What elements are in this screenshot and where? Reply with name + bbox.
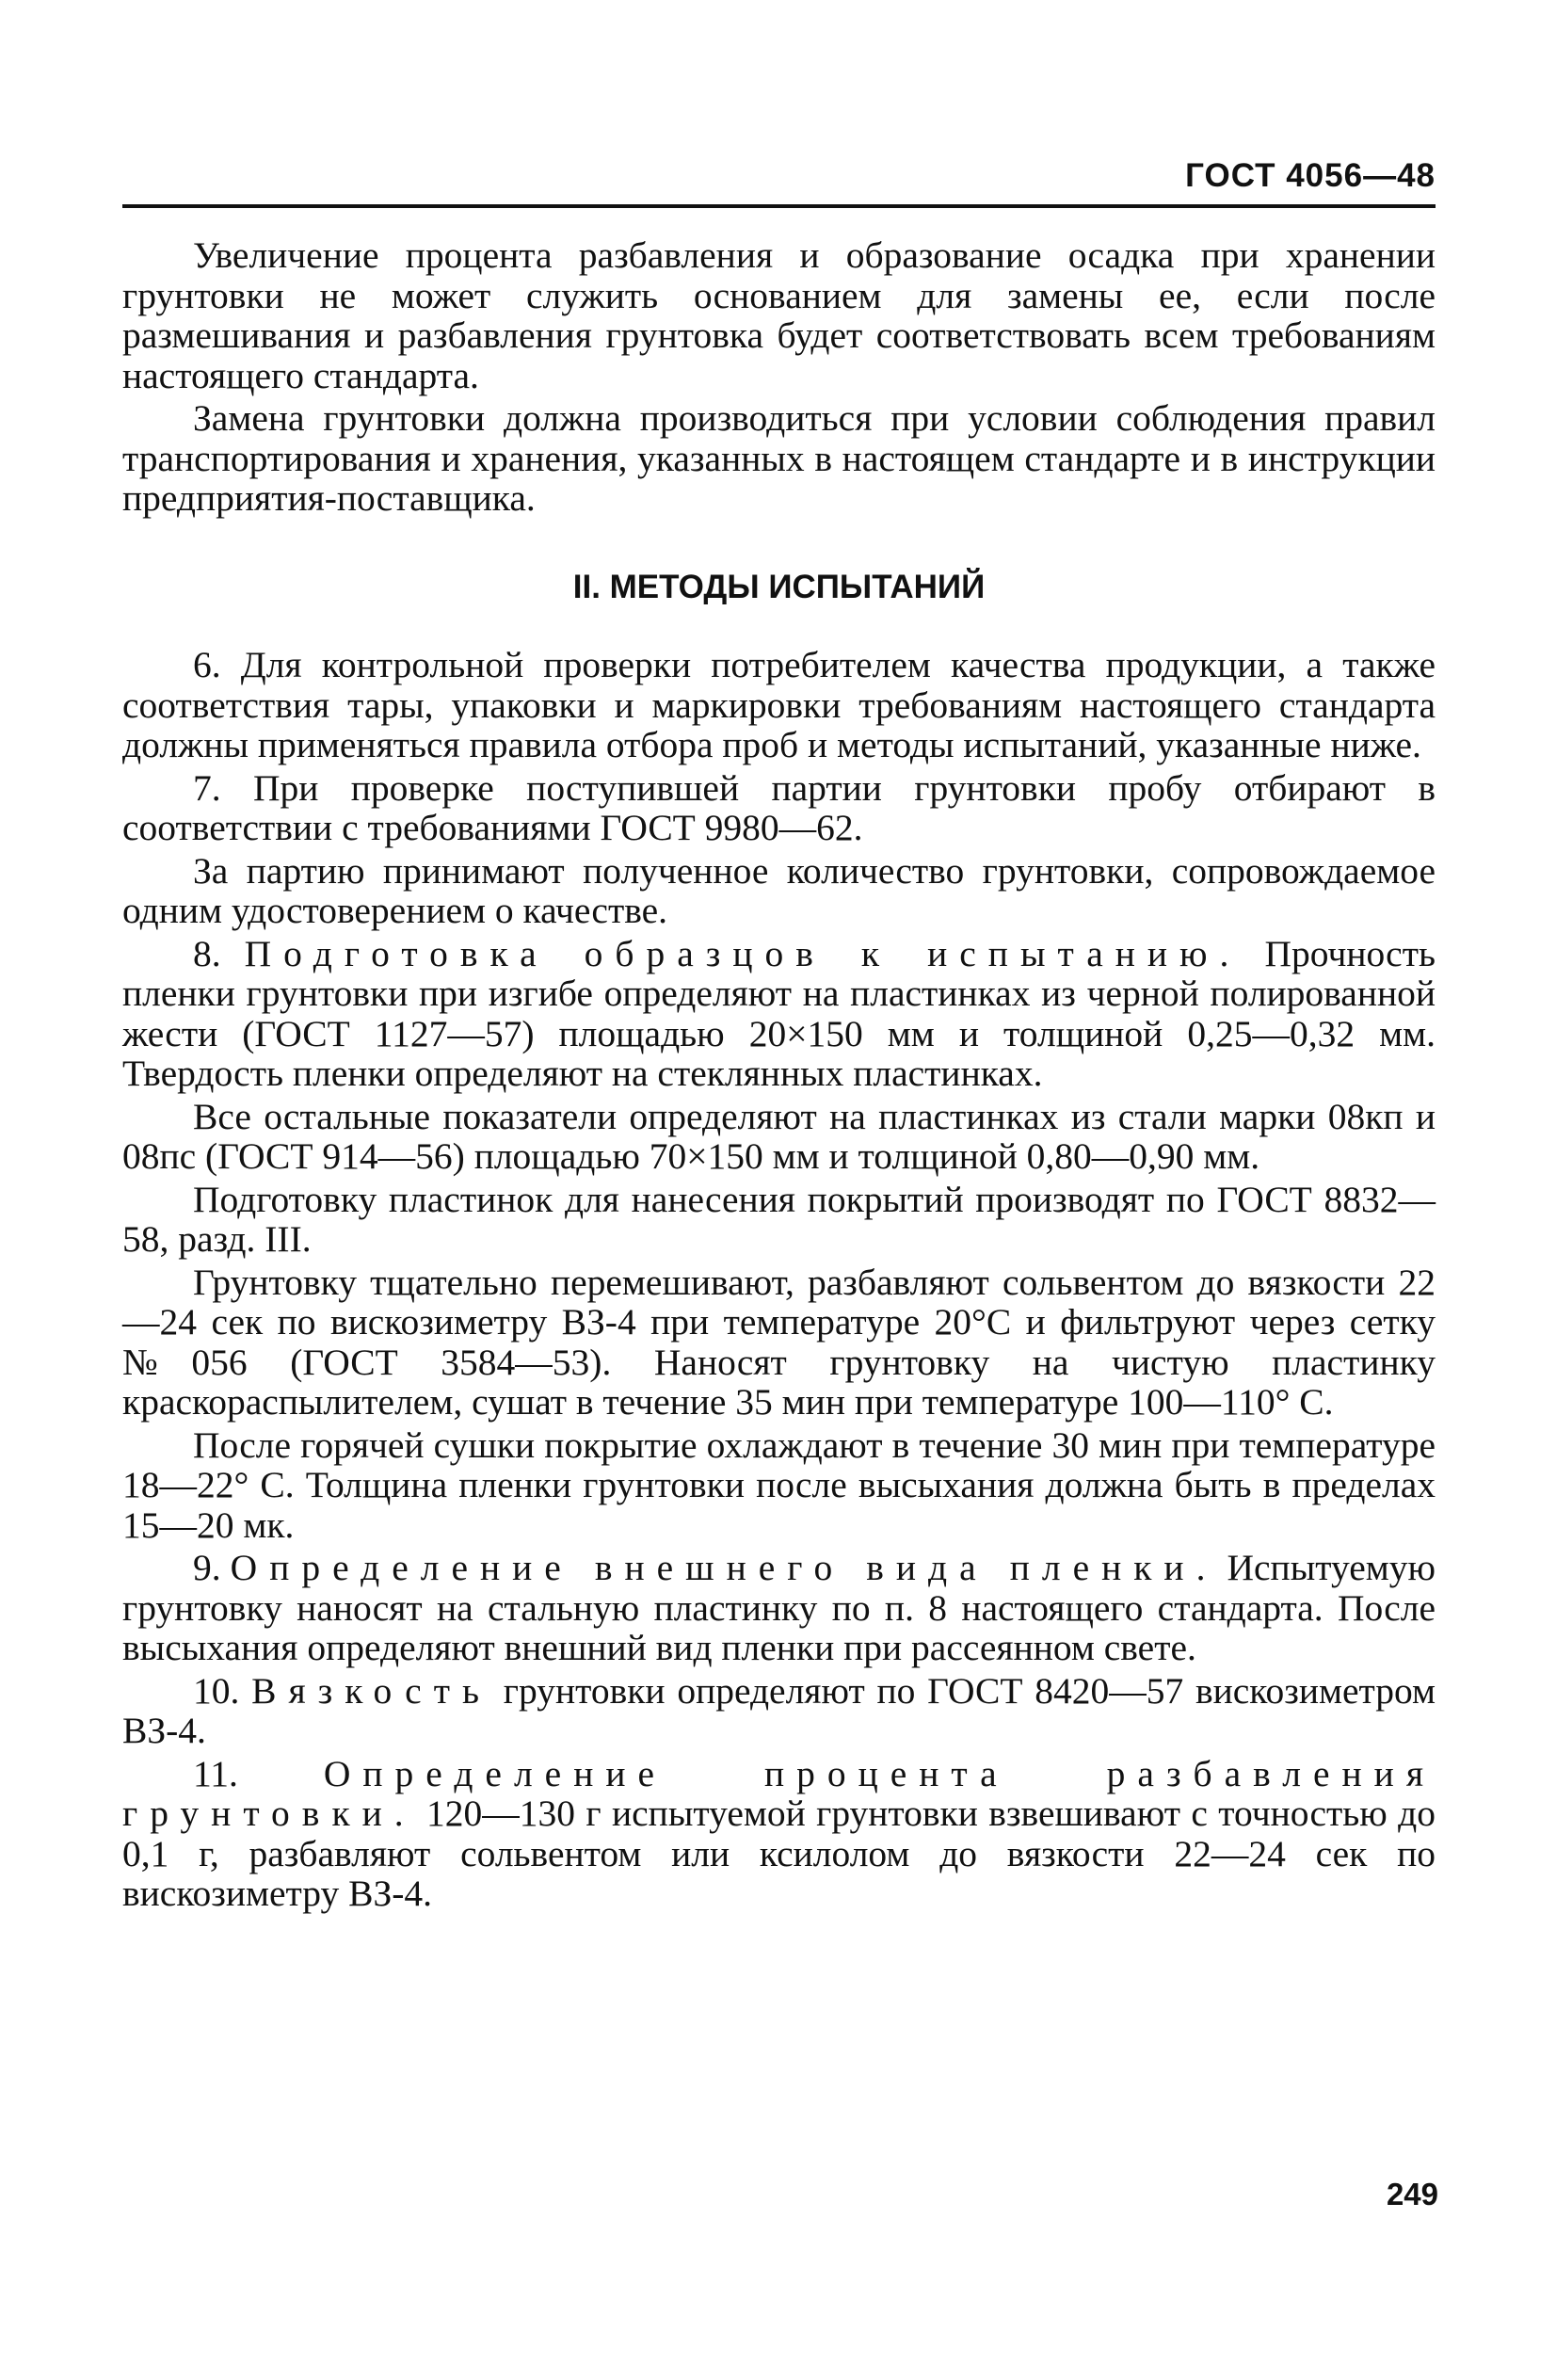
item-number: 11. bbox=[193, 1752, 324, 1794]
paragraph-item-7-lot: За партию принимают полученное количество грунтовки, сопровождаемое одним удостоверением о качестве. bbox=[122, 849, 1436, 931]
paragraph-item-8 bbox=[122, 934, 1436, 1094]
paragraph-item-8-application: Грунтовку тщательно перемешивают, разбавляют сольвентом до вязкости 22—24 сек по вискозиметру ВЗ-4 при температуре 20°С и фильтруют через сетку №056 (ГОСТ 3584—53). Наносят грунтовку на чистую пластинку краскораспылителем, сушат в течение 35 мин при температуре 100—110° С. bbox=[122, 1261, 1436, 1423]
item-text: Прочность пленки грунтовки при изгибе определяют на пластинках из черной полированной жести (ГОСТ 1127—57) площадью 20×150 мм и толщиной 0,25—0,32 мм. Твердость пленки определяют на стеклянных пластинках. bbox=[122, 932, 1436, 1094]
page-number: 249 bbox=[1386, 2177, 1438, 2211]
paragraph-item-7: 7. При проверке поступившей партии грунтовки пробу отбирают в соответствии с требованиями ГОСТ 9980—62. bbox=[122, 766, 1436, 848]
item-text: грунтовки определяют по ГОСТ 8420—57 вискозиметром ВЗ-4. bbox=[122, 1669, 1436, 1751]
paragraph-item-11 bbox=[122, 1754, 1436, 1914]
paragraph-item-10 bbox=[122, 1671, 1436, 1751]
paragraph-item-8-steel: Все остальные показатели определяют на пластинках из стали марки 08кп и 08пс (ГОСТ 914—56) площадью 70×150 мм и толщиной 0,80—0,90 мм. bbox=[122, 1095, 1436, 1177]
item-number: 9. bbox=[193, 1547, 231, 1588]
paragraph-intro-1: Увеличение процента разбавления и образование осадка при хранении грунтовки не может служить основанием для замены ее, если после размешивания и разбавления грунтовка будет соответствовать всем требованиям настоящего стандарта. bbox=[122, 234, 1436, 396]
item-title: Подготовка образцов к испытанию. bbox=[244, 932, 1242, 974]
page-header bbox=[122, 155, 1436, 208]
item-title: Определение внешнего вида пленки. bbox=[230, 1547, 1218, 1588]
section-title: II. МЕТОДЫ ИСПЫТАНИЙ bbox=[572, 568, 986, 605]
paragraph-item-9 bbox=[122, 1548, 1436, 1668]
paragraph-item-8-drying: После горячей сушки покрытие охлаждают в течение 30 мин при температуре 18—22° С. Толщина пленки грунтовки после высыхания должна быть в пределах 15—20 мк. bbox=[122, 1423, 1436, 1546]
paragraph-item-6: 6. Для контрольной проверки потребителем качества продукции, а также соответствия тары, упаковки и маркировки требованиям настоящего стандарта должны применяться правила отбора проб и методы испытаний, указанные ниже. bbox=[122, 644, 1436, 765]
item-number: 10. bbox=[193, 1669, 252, 1712]
item-number: 8. bbox=[193, 932, 245, 974]
paragraph-item-8-preparation: Подготовку пластинок для нанесения покрытий производят по ГОСТ 8832—58, разд. III. bbox=[122, 1178, 1436, 1260]
paragraph-intro-2: Замена грунтовки должна производиться при условии соблюдения правил транспортирования и хранения, указанных в настоящем стандарте и в инструкции предприятия-поставщика. bbox=[122, 397, 1436, 519]
standard-code: ГОСТ 4056—48 bbox=[1185, 157, 1436, 194]
page-body bbox=[122, 235, 1436, 1917]
item-text: Испытуемую грунтовку наносят на стальную пластинку по п. 8 настоящего стандарта. После высыхания определяют внешний вид пленки при рассеянном свете. bbox=[122, 1547, 1436, 1668]
item-text: 120—130 г испытуемой грунтовки взвешивают с точностью до 0,1 г, разбавляют сольвентом или ксилолом до вязкости 22—24 сек по вискозиметру ВЗ-4. bbox=[122, 1793, 1436, 1914]
item-title: Вязкость bbox=[251, 1669, 491, 1712]
item-title: Определение процента разбавления грунтовки. bbox=[122, 1752, 1436, 1834]
